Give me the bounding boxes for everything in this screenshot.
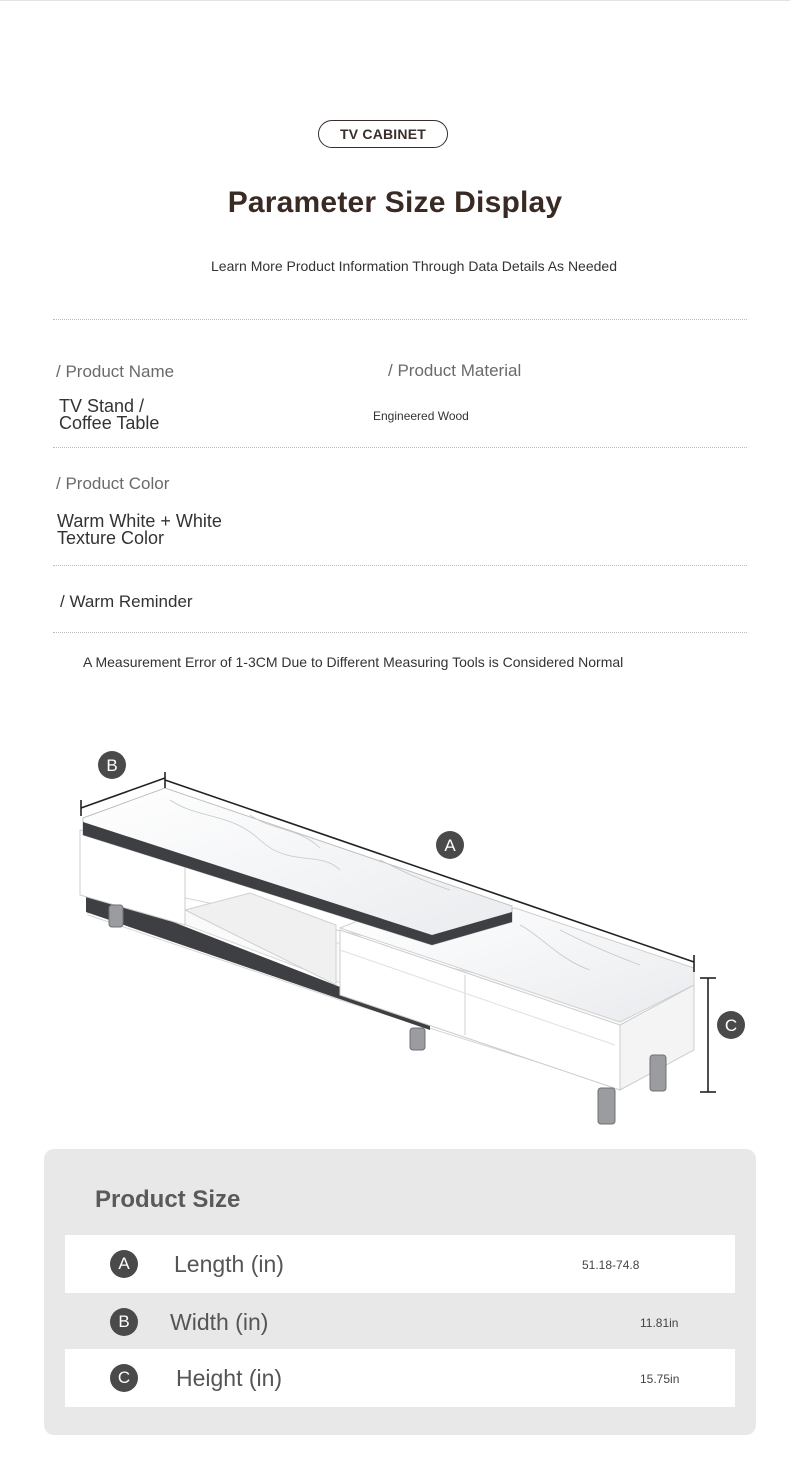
size-row-height [65,1349,735,1407]
page-title: Parameter Size Display [227,186,563,219]
product-size-title: Product Size [95,1186,241,1213]
width-value: 11.81in [640,1316,679,1330]
product-color-label: / Product Color [56,474,170,493]
marker-a [436,831,464,859]
warm-reminder-label: / Warm Reminder [60,592,193,611]
letter-c-badge: C [110,1364,138,1392]
height-label: Height (in) [176,1365,283,1391]
page-subtitle: Learn More Product Information Through Data Details As Needed [211,258,617,274]
divider [53,447,747,448]
svg-text:A: A [444,836,456,855]
product-material-label: / Product Material [388,361,522,380]
product-name-line2: Coffee Table [59,413,160,433]
marker-c [717,1011,745,1039]
letter-a-badge: A [110,1250,138,1278]
marker-b [98,751,126,779]
letter-b-badge: B [110,1308,138,1336]
height-value: 15.75in [640,1372,680,1386]
product-material-value: Engineered Wood [373,409,469,423]
divider [53,319,747,320]
width-label: Width (in) [170,1309,269,1335]
top-divider [0,0,790,1]
product-color-line2: Texture Color [57,528,165,548]
product-name-line1: TV Stand / [59,396,145,416]
svg-text:B: B [106,756,118,775]
length-label: Length (in) [174,1251,284,1277]
size-row-length [65,1235,735,1293]
tv-stand-diagram [60,740,760,1140]
category-badge-label: TV CABINET [340,126,426,142]
length-value: 51.18-74.8 [582,1258,640,1272]
divider [53,632,747,633]
product-color-value [57,513,222,547]
warm-reminder-text: A Measurement Error of 1-3CM Due to Different Measuring Tools is Considered Normal [83,654,624,670]
product-name-value [59,398,159,432]
product-name-label: / Product Name [56,362,175,381]
size-row-width [65,1293,735,1348]
divider [53,565,747,566]
product-color-line1: Warm White + White [57,511,222,531]
svg-text:C: C [724,1016,738,1035]
category-badge [318,120,448,148]
